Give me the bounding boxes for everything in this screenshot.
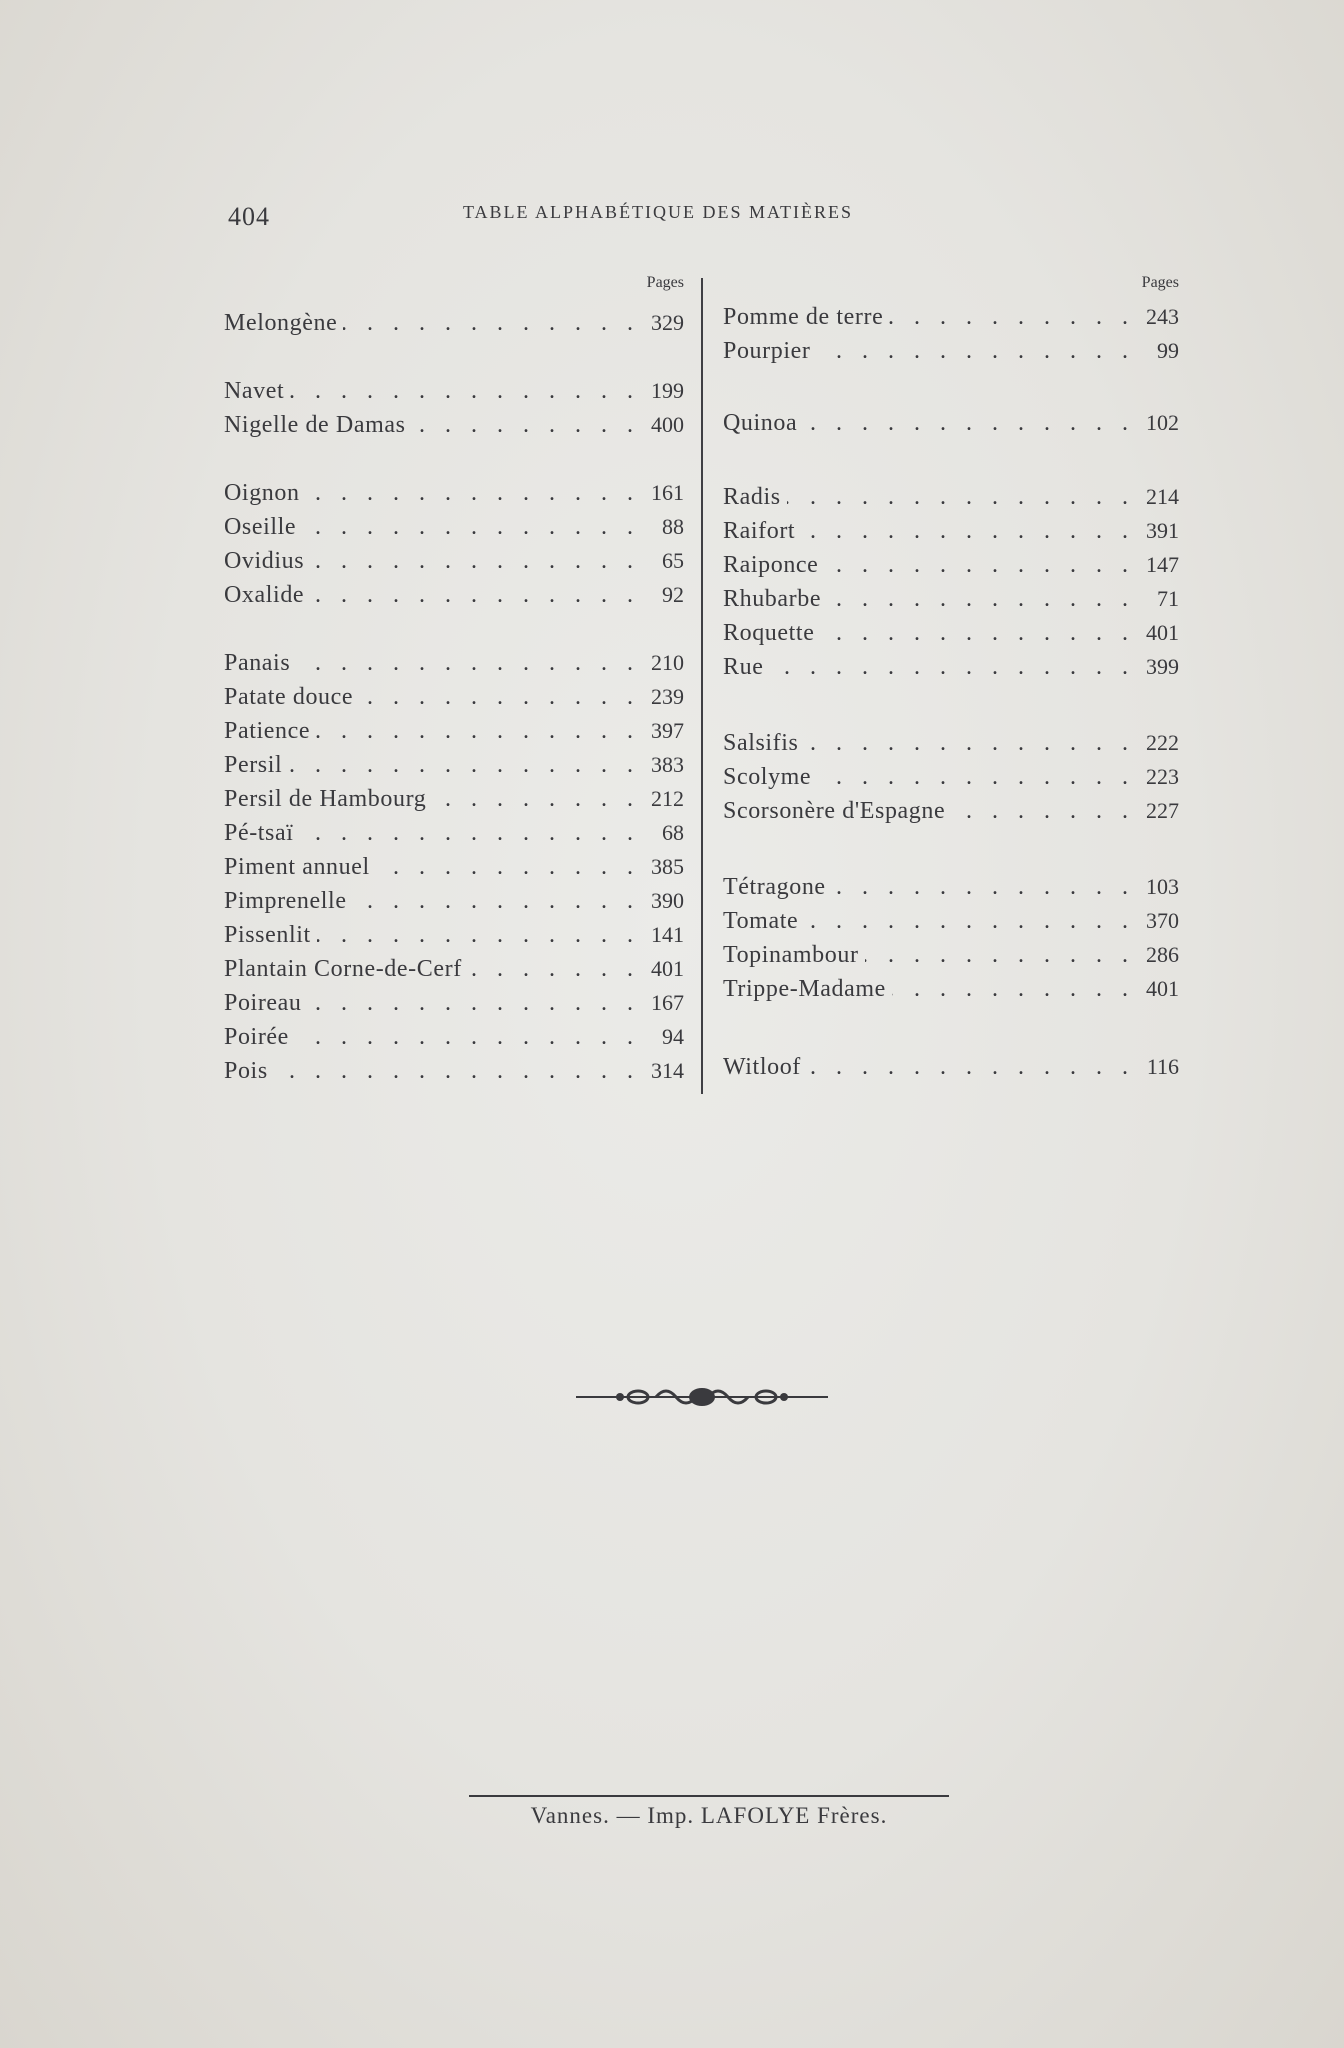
entry-term: Oseille bbox=[224, 514, 297, 540]
dot-leader bbox=[288, 748, 640, 782]
dot-leader bbox=[787, 480, 1135, 514]
index-entry bbox=[723, 300, 1179, 334]
entry-term: Persil bbox=[224, 752, 283, 778]
entry-term: Oxalide bbox=[224, 582, 305, 608]
entry-term: Pimprenelle bbox=[224, 888, 347, 914]
index-entry bbox=[723, 1050, 1179, 1084]
entry-page: 102 bbox=[1146, 410, 1179, 435]
dot-leader bbox=[432, 782, 640, 816]
pages-label: Pages bbox=[1141, 274, 1179, 291]
dot-leader bbox=[274, 1054, 640, 1088]
entry-page: 147 bbox=[1146, 552, 1179, 577]
entry-term: Patate douce bbox=[224, 684, 354, 710]
entry-term: Navet bbox=[224, 378, 285, 404]
entry-term: Oignon bbox=[224, 480, 300, 506]
entry-term: Ovidius bbox=[224, 548, 305, 574]
index-entry bbox=[224, 646, 684, 680]
entry-term: Persil de Hambourg bbox=[224, 786, 427, 812]
entry-term: Topinambour bbox=[723, 942, 859, 968]
dot-leader bbox=[295, 1020, 640, 1054]
entry-term: Pissenlit bbox=[224, 922, 311, 948]
index-entry bbox=[224, 306, 684, 340]
entry-page: 222 bbox=[1146, 730, 1179, 755]
entry-term: Scolyme bbox=[723, 764, 812, 790]
entry-page: 401 bbox=[651, 956, 684, 981]
dot-leader bbox=[353, 884, 640, 918]
entry-page: 397 bbox=[651, 718, 684, 743]
index-entry bbox=[224, 510, 684, 544]
dot-leader bbox=[804, 726, 1135, 760]
dot-leader bbox=[316, 714, 640, 748]
dot-leader bbox=[359, 680, 640, 714]
index-entry bbox=[723, 726, 1179, 760]
index-entry bbox=[224, 374, 684, 408]
entry-page: 214 bbox=[1146, 484, 1179, 509]
entry-term: Plantain Corne-de-Cerf bbox=[224, 956, 462, 982]
entry-page: 199 bbox=[651, 378, 684, 403]
index-entry bbox=[224, 714, 684, 748]
dot-leader bbox=[306, 476, 640, 510]
entry-page: 71 bbox=[1157, 586, 1179, 611]
entry-page: 103 bbox=[1146, 874, 1179, 899]
entry-term: Patience bbox=[224, 718, 311, 744]
index-entry bbox=[723, 582, 1179, 616]
index-entry bbox=[224, 680, 684, 714]
entry-page: 390 bbox=[651, 888, 684, 913]
entry-term: Witloof bbox=[723, 1054, 801, 1080]
index-entry bbox=[224, 986, 684, 1020]
entry-term: Pomme de terre bbox=[723, 304, 884, 330]
dot-leader bbox=[310, 544, 640, 578]
index-entry bbox=[723, 904, 1179, 938]
index-entry bbox=[224, 918, 684, 952]
index-entry bbox=[723, 480, 1179, 514]
entry-page: 401 bbox=[1146, 976, 1179, 1001]
dot-leader bbox=[302, 510, 640, 544]
entry-page: 223 bbox=[1146, 764, 1179, 789]
entry-term: Rue bbox=[723, 654, 764, 680]
dot-leader bbox=[804, 904, 1135, 938]
entry-page: 329 bbox=[651, 310, 684, 335]
entry-page: 400 bbox=[651, 412, 684, 437]
entry-page: 99 bbox=[1157, 338, 1179, 363]
page-number: 404 bbox=[228, 202, 270, 231]
dot-leader bbox=[769, 650, 1135, 684]
entry-page: 210 bbox=[651, 650, 684, 675]
dot-leader bbox=[317, 918, 640, 952]
index-entry bbox=[723, 972, 1179, 1006]
index-entry bbox=[224, 952, 684, 986]
dot-leader bbox=[816, 334, 1135, 368]
dot-leader bbox=[951, 794, 1135, 828]
index-entry bbox=[224, 476, 684, 510]
printer-imprint: Vannes. — Imp. LAFOLYE Frères. bbox=[530, 1803, 888, 1828]
entry-page: 370 bbox=[1146, 908, 1179, 933]
index-entry bbox=[224, 816, 684, 850]
entry-term: Tomate bbox=[723, 908, 799, 934]
dot-leader bbox=[827, 582, 1135, 616]
dot-leader bbox=[310, 578, 640, 612]
entry-page: 94 bbox=[662, 1024, 684, 1049]
entry-term: Salsifis bbox=[723, 730, 799, 756]
entry-term: Pois bbox=[224, 1058, 268, 1084]
dot-leader bbox=[865, 938, 1135, 972]
footer-rule bbox=[469, 1795, 949, 1797]
entry-term: Poireau bbox=[224, 990, 302, 1016]
entry-term: Pé-tsaï bbox=[224, 820, 294, 846]
entry-page: 399 bbox=[1146, 654, 1179, 679]
entry-page: 116 bbox=[1146, 1054, 1179, 1079]
index-entry bbox=[723, 514, 1179, 548]
index-entry bbox=[723, 406, 1179, 440]
index-entry bbox=[224, 884, 684, 918]
index-entry bbox=[224, 782, 684, 816]
dot-leader bbox=[817, 760, 1135, 794]
entry-term: Pourpier bbox=[723, 338, 811, 364]
entry-page: 167 bbox=[651, 990, 684, 1015]
entry-term: Tétragone bbox=[723, 874, 826, 900]
dot-leader bbox=[343, 306, 640, 340]
entry-term: Raiponce bbox=[723, 552, 819, 578]
dot-leader bbox=[801, 514, 1135, 548]
end-ornament bbox=[576, 1382, 828, 1412]
dot-leader bbox=[803, 406, 1135, 440]
entry-page: 239 bbox=[651, 684, 684, 709]
entry-term: Roquette bbox=[723, 620, 815, 646]
entry-page: 243 bbox=[1146, 304, 1179, 329]
dot-leader bbox=[412, 408, 640, 442]
entry-page: 161 bbox=[651, 480, 684, 505]
entry-page: 401 bbox=[1146, 620, 1179, 645]
entry-term: Poirée bbox=[224, 1024, 289, 1050]
index-entry bbox=[224, 544, 684, 578]
index-entry bbox=[224, 850, 684, 884]
pages-label: Pages bbox=[646, 274, 684, 291]
entry-page: 314 bbox=[651, 1058, 684, 1083]
entry-page: 212 bbox=[651, 786, 684, 811]
index-entry bbox=[224, 1020, 684, 1054]
entry-page: 65 bbox=[662, 548, 684, 573]
dot-leader bbox=[296, 646, 640, 680]
index-entry bbox=[723, 760, 1179, 794]
dot-leader bbox=[832, 870, 1135, 904]
entry-page: 92 bbox=[662, 582, 684, 607]
column-divider bbox=[701, 278, 703, 1094]
index-entry bbox=[224, 408, 684, 442]
dot-leader bbox=[824, 548, 1135, 582]
dot-leader bbox=[290, 374, 640, 408]
index-entry bbox=[723, 870, 1179, 904]
index-entry bbox=[723, 616, 1179, 650]
entry-page: 391 bbox=[1146, 518, 1179, 543]
entry-term: Piment annuel bbox=[224, 854, 370, 880]
dot-leader bbox=[300, 816, 640, 850]
running-head: TABLE ALPHABÉTIQUE DES MATIÈRES bbox=[463, 202, 854, 222]
dot-leader bbox=[820, 616, 1135, 650]
dot-leader bbox=[468, 952, 640, 986]
entry-page: 227 bbox=[1146, 798, 1179, 823]
entry-page: 286 bbox=[1146, 942, 1179, 967]
dot-leader bbox=[308, 986, 640, 1020]
index-entry bbox=[224, 1054, 684, 1088]
dot-leader bbox=[807, 1050, 1135, 1084]
entry-term: Nigelle de Damas bbox=[224, 412, 406, 438]
entry-term: Melongène bbox=[224, 310, 338, 336]
entry-term: Quinoa bbox=[723, 410, 798, 436]
index-entry bbox=[224, 578, 684, 612]
index-entry bbox=[224, 748, 684, 782]
entry-term: Radis bbox=[723, 484, 781, 510]
entry-term: Panais bbox=[224, 650, 291, 676]
index-entry bbox=[723, 938, 1179, 972]
entry-page: 385 bbox=[651, 854, 684, 879]
entry-term: Rhubarbe bbox=[723, 586, 822, 612]
entry-page: 141 bbox=[651, 922, 684, 947]
entry-term: Scorsonère d'Espagne bbox=[723, 798, 946, 824]
index-entry bbox=[723, 794, 1179, 828]
entry-page: 68 bbox=[662, 820, 684, 845]
entry-page: 383 bbox=[651, 752, 684, 777]
entry-page: 88 bbox=[662, 514, 684, 539]
dot-leader bbox=[892, 972, 1135, 1006]
index-entry bbox=[723, 650, 1179, 684]
index-entry bbox=[723, 548, 1179, 582]
entry-term: Trippe-Madame bbox=[723, 976, 886, 1002]
dot-leader bbox=[376, 850, 640, 884]
dot-leader bbox=[889, 300, 1135, 334]
index-entry bbox=[723, 334, 1179, 368]
entry-term: Raifort bbox=[723, 518, 796, 544]
